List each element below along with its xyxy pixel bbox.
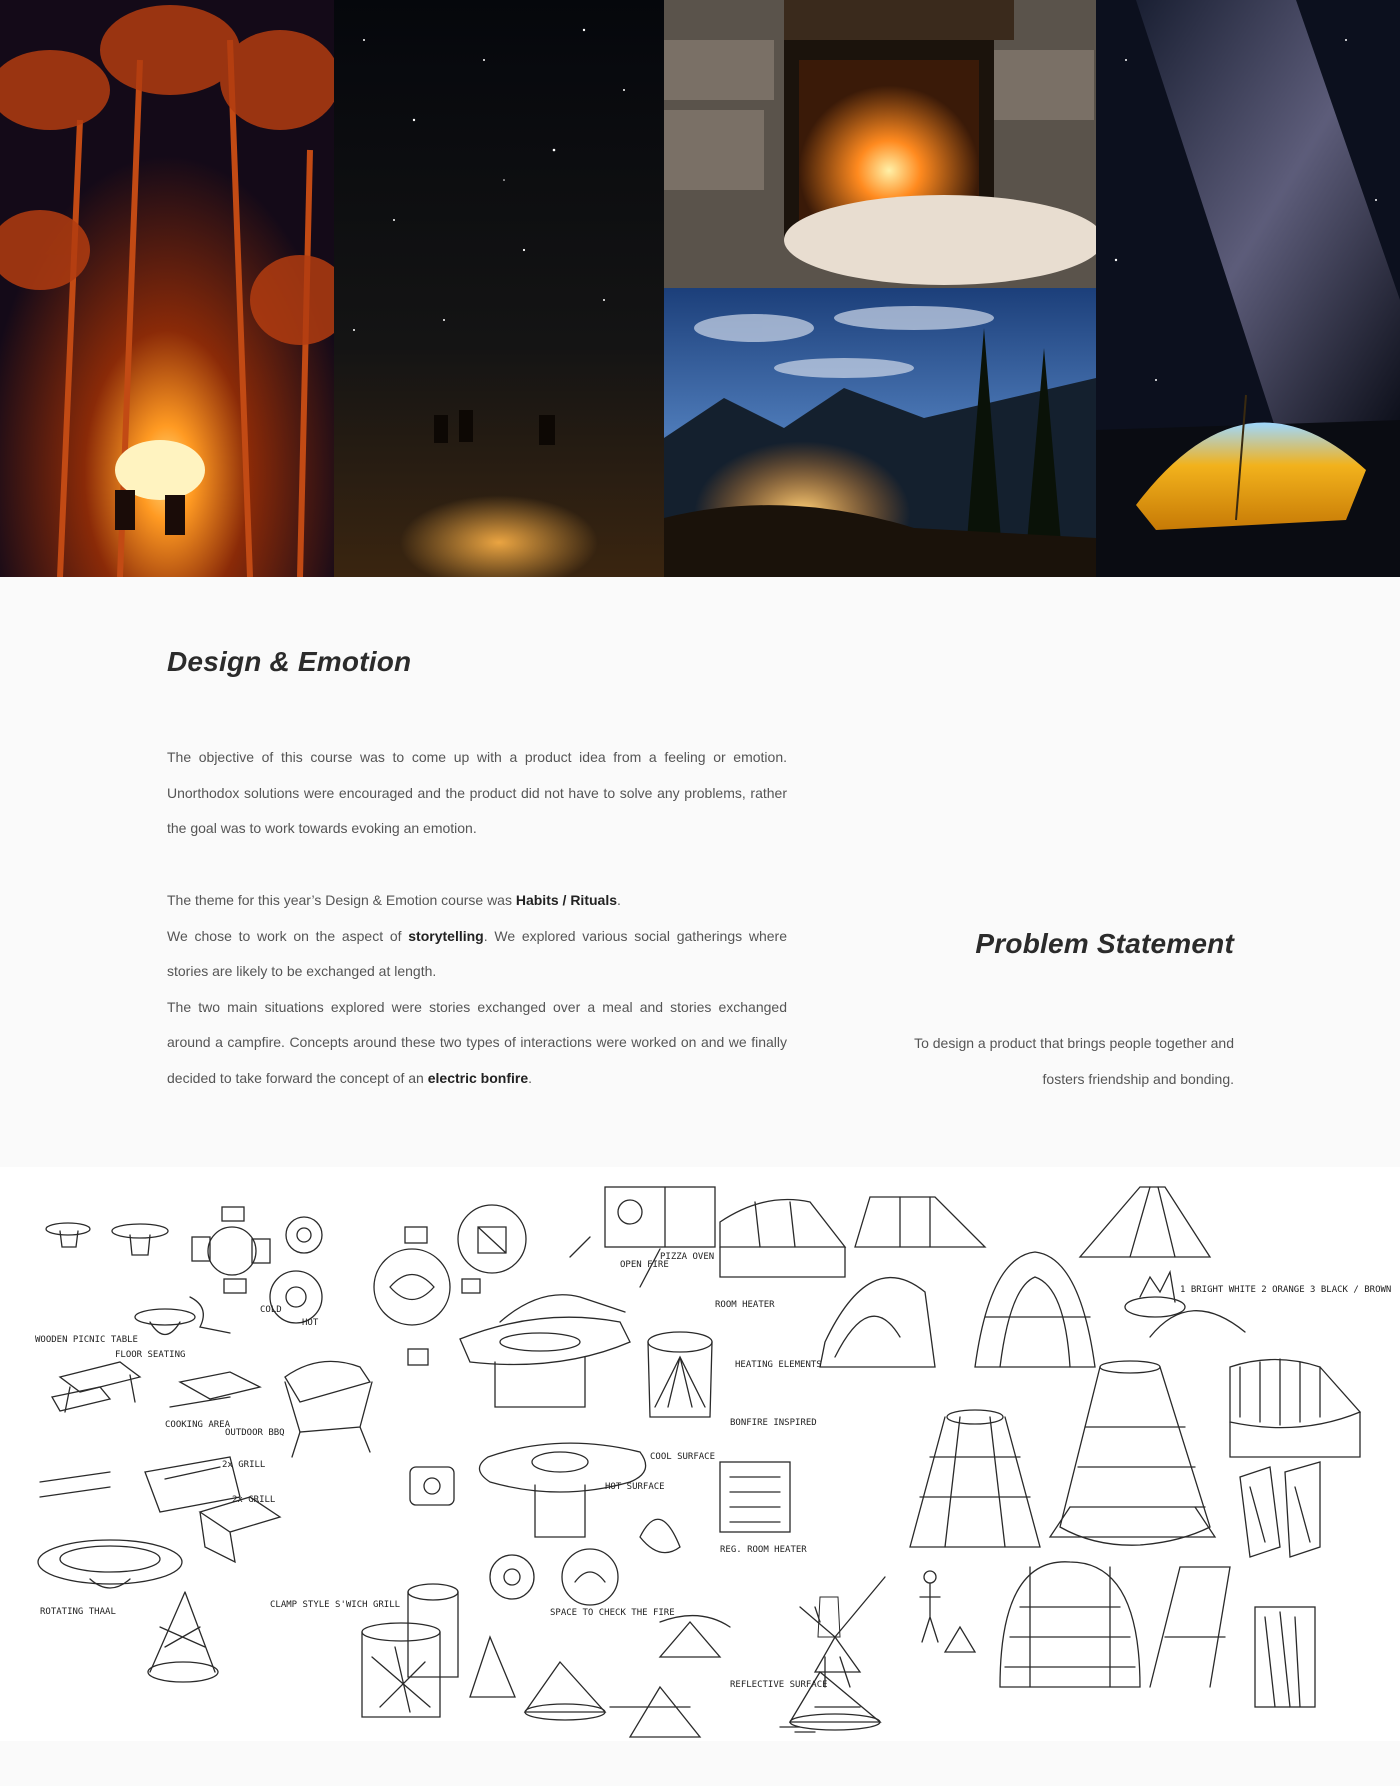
note-grill-2: 2x GRILL [232, 1495, 276, 1505]
note-floor-seating: FLOOR SEATING [115, 1350, 186, 1360]
note-bonfire-inspired: BONFIRE INSPIRED [730, 1418, 817, 1428]
note-heating-elements: HEATING ELEMENTS [735, 1360, 822, 1370]
note-reflective-surface: REFLECTIVE SURFACE [730, 1680, 828, 1690]
storytelling-highlight: storytelling [408, 927, 484, 944]
electric-bonfire-highlight: electric bonfire [427, 1069, 529, 1086]
concept-sketches [0, 1167, 1400, 1741]
intro-paragraph: The objective of this course was to come up with a product idea from a feeling or emotion. Unorthodox solutions were encouraged and the product did not have to solve any problems, rather the goal was to work towards evoking an emotion. [167, 749, 787, 836]
photo-campfire-pines [0, 0, 334, 577]
note-cooking-area: COOKING AREA [165, 1420, 231, 1430]
photo-starry-gathering [334, 0, 664, 577]
note-space-check: SPACE TO CHECK THE FIRE [550, 1608, 675, 1618]
page-footer-space [0, 1741, 1400, 1786]
theme-paragraph: The theme for this year’s Design & Emotion course was Habits / Rituals. We chose to work on the aspect of storytelling. We explored various social gatherings where stories are likely to be exchanged at length. The two main situations explored were stories exchanged over a meal and stories exchanged around a campfire. Concepts around these two types of interactions were worked on and we finally decided to take forward the concept of an electric bonfire. [167, 892, 787, 1086]
note-hot-surface: HOT SURFACE [605, 1482, 665, 1492]
photo-milky-way-tent [1096, 0, 1400, 577]
design-emotion-heading: Design & Emotion [167, 646, 412, 677]
note-colors: 1 BRIGHT WHITE 2 ORANGE 3 BLACK / BROWN [1180, 1285, 1392, 1295]
moodboard-gallery [0, 0, 1400, 577]
problem-statement-heading: Problem Statement [975, 928, 1234, 959]
note-reg-room-heater: REG. ROOM HEATER [720, 1545, 807, 1555]
note-hot: HOT [302, 1318, 319, 1328]
problem-statement-text: To design a product that brings people together and fosters friendship and bonding. [914, 1035, 1234, 1087]
note-open-fire: OPEN FIRE [620, 1260, 669, 1270]
photo-mountain-campfire [664, 288, 1096, 577]
note-wooden-picnic: WOODEN PICNIC TABLE [35, 1335, 138, 1345]
note-grill: 2x GRILL [222, 1460, 266, 1470]
note-cool-surface: COOL SURFACE [650, 1452, 716, 1462]
theme-highlight: Habits / Rituals [515, 892, 617, 908]
photo-fireplace [664, 0, 1096, 288]
note-pizza-oven: PIZZA OVEN [660, 1252, 715, 1262]
note-cold: COLD [260, 1305, 282, 1315]
text-section [0, 577, 1400, 1167]
note-rotating-thaal: ROTATING THAAL [40, 1607, 116, 1617]
note-outdoor-bbq: OUTDOOR BBQ [225, 1428, 285, 1438]
note-clamp-grill: CLAMP STYLE S'WICH GRILL [270, 1600, 401, 1610]
note-room-heater: ROOM HEATER [715, 1300, 775, 1310]
